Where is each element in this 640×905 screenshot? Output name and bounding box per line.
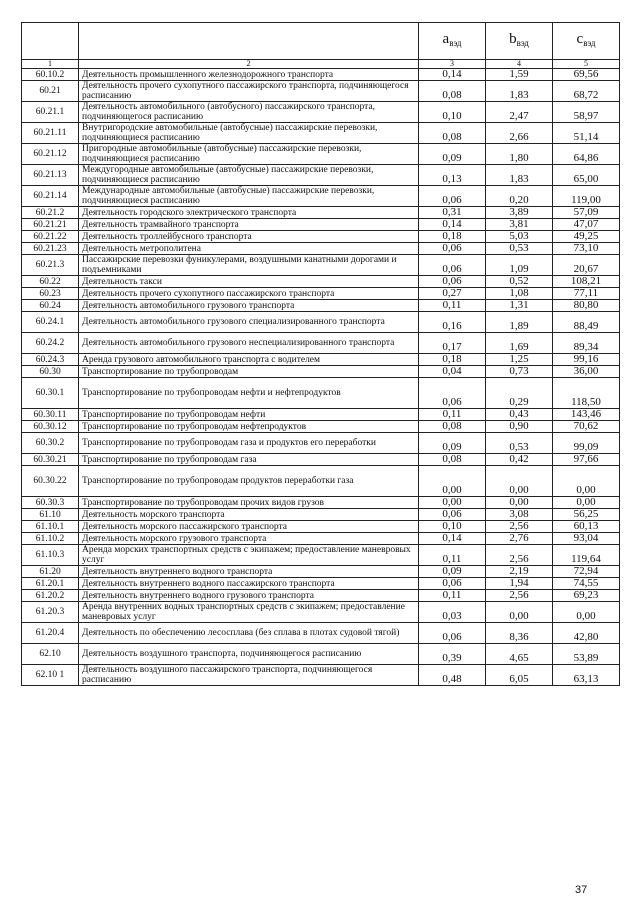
okved-code: 60.24.3	[22, 354, 79, 366]
value-b: 0,52	[486, 276, 553, 288]
okved-code: 60.10.2	[22, 69, 79, 81]
header-b: b	[509, 31, 517, 47]
value-a: 0,09	[419, 433, 486, 454]
okved-code: 60.21.22	[22, 231, 79, 243]
coefficients-table	[21, 22, 620, 686]
table-row	[22, 590, 620, 602]
value-a: 0,04	[419, 366, 486, 378]
value-b: 1,80	[486, 144, 553, 165]
okved-code: 60.30.21	[22, 454, 79, 466]
value-b: 1,31	[486, 300, 553, 312]
table-row	[22, 123, 620, 144]
value-a: 0,06	[419, 186, 486, 207]
value-c: 63,13	[553, 665, 620, 686]
okved-code: 60.30	[22, 366, 79, 378]
activity-description: Деятельность по обеспечению лесосплава (без сплава в плотах судовой тягой)	[79, 623, 419, 644]
value-a: 0,06	[419, 255, 486, 276]
activity-description: Деятельность прочего сухопутного пассажирского транспорта, подчиняющегося расписанию	[79, 81, 419, 102]
value-a: 0,14	[419, 219, 486, 231]
okved-code: 60.30.11	[22, 409, 79, 421]
value-c: 108,21	[553, 276, 620, 288]
okved-code: 60.21.2	[22, 207, 79, 219]
okved-code: 61.20.2	[22, 590, 79, 602]
activity-description: Деятельность автомобильного грузового неспециализированного транспорта	[79, 333, 419, 354]
okved-code: 60.21.13	[22, 165, 79, 186]
okved-code: 60.21.1	[22, 102, 79, 123]
value-a: 0,03	[419, 602, 486, 623]
activity-description: Деятельность автомобильного грузового специализированного транспорта	[79, 312, 419, 333]
table-row	[22, 69, 620, 81]
table-row	[22, 521, 620, 533]
value-c: 69,56	[553, 69, 620, 81]
activity-description: Аренда внутренних водных транспортных средств с экипажем; предоставление маневровых услуг	[79, 602, 419, 623]
value-b: 3,08	[486, 509, 553, 521]
value-b: 2,56	[486, 521, 553, 533]
value-c: 47,07	[553, 219, 620, 231]
value-a: 0,11	[419, 409, 486, 421]
activity-description: Транспортирование по трубопроводам газа	[79, 454, 419, 466]
activity-description: Транспортирование по трубопроводам нефти	[79, 409, 419, 421]
column-number: 2	[79, 60, 419, 69]
value-a: 0,16	[419, 312, 486, 333]
value-a: 0,06	[419, 578, 486, 590]
okved-code: 61.20.1	[22, 578, 79, 590]
okved-code: 60.24	[22, 300, 79, 312]
okved-code: 60.30.1	[22, 378, 79, 409]
activity-description: Деятельность морского транспорта	[79, 509, 419, 521]
activity-description: Транспортирование по трубопроводам продуктов переработки газа	[79, 466, 419, 497]
value-b: 0,43	[486, 409, 553, 421]
value-a: 0,00	[419, 466, 486, 497]
value-a: 0,09	[419, 566, 486, 578]
header-b-sub: вэд	[516, 38, 529, 48]
okved-code: 60.21	[22, 81, 79, 102]
value-b: 0,20	[486, 186, 553, 207]
okved-code: 60.21.3	[22, 255, 79, 276]
table-row	[22, 219, 620, 231]
activity-description: Деятельность такси	[79, 276, 419, 288]
value-b: 1,89	[486, 312, 553, 333]
value-c: 70,62	[553, 421, 620, 433]
activity-description: Транспортирование по трубопроводам нефтепродуктов	[79, 421, 419, 433]
table-row	[22, 165, 620, 186]
table-row	[22, 333, 620, 354]
table-row	[22, 409, 620, 421]
value-b: 0,90	[486, 421, 553, 433]
value-c: 64,86	[553, 144, 620, 165]
table-row	[22, 102, 620, 123]
value-c: 89,34	[553, 333, 620, 354]
value-c: 51,14	[553, 123, 620, 144]
value-a: 0,14	[419, 533, 486, 545]
value-c: 97,66	[553, 454, 620, 466]
value-c: 36,00	[553, 366, 620, 378]
activity-description: Транспортирование по трубопроводам прочих видов грузов	[79, 497, 419, 509]
value-b: 2,56	[486, 590, 553, 602]
okved-code: 60.22	[22, 276, 79, 288]
header-row	[22, 23, 620, 60]
value-c: 99,16	[553, 354, 620, 366]
header-code-cell	[22, 23, 79, 60]
header-b-cell	[486, 23, 553, 60]
value-b: 4,65	[486, 644, 553, 665]
value-a: 0,10	[419, 521, 486, 533]
value-c: 73,10	[553, 243, 620, 255]
value-b: 1,83	[486, 165, 553, 186]
value-c: 0,00	[553, 602, 620, 623]
activity-description: Деятельность морского грузового транспорта	[79, 533, 419, 545]
value-a: 0,18	[419, 231, 486, 243]
value-c: 56,25	[553, 509, 620, 521]
table-row	[22, 466, 620, 497]
table-row	[22, 545, 620, 566]
okved-code: 60.30.22	[22, 466, 79, 497]
value-a: 0,13	[419, 165, 486, 186]
header-c-sub: вэд	[583, 38, 596, 48]
activity-description: Транспортирование по трубопроводам газа и продуктов его переработки	[79, 433, 419, 454]
activity-description: Деятельность воздушного транспорта, подчиняющегося расписанию	[79, 644, 419, 665]
value-b: 1,94	[486, 578, 553, 590]
header-a-cell	[419, 23, 486, 60]
value-b: 3,89	[486, 207, 553, 219]
value-b: 5,03	[486, 231, 553, 243]
activity-description: Аренда грузового автомобильного транспорта с водителем	[79, 354, 419, 366]
value-c: 68,72	[553, 81, 620, 102]
table-row	[22, 255, 620, 276]
value-b: 0,53	[486, 433, 553, 454]
value-c: 77,11	[553, 288, 620, 300]
activity-description: Деятельность трамвайного транспорта	[79, 219, 419, 231]
value-b: 8,36	[486, 623, 553, 644]
activity-description: Деятельность автомобильного (автобусного) пассажирского транспорта, подчиняющегося расписанию	[79, 102, 419, 123]
header-c-cell	[553, 23, 620, 60]
value-a: 0,11	[419, 590, 486, 602]
value-a: 0,08	[419, 81, 486, 102]
value-a: 0,08	[419, 123, 486, 144]
value-b: 2,66	[486, 123, 553, 144]
value-a: 0,09	[419, 144, 486, 165]
value-a: 0,06	[419, 378, 486, 409]
activity-description: Деятельность морского пассажирского транспорта	[79, 521, 419, 533]
activity-description: Деятельность внутреннего водного транспорта	[79, 566, 419, 578]
table-row	[22, 644, 620, 665]
column-number-row	[22, 60, 620, 69]
activity-description: Транспортирование по трубопроводам	[79, 366, 419, 378]
table-row	[22, 421, 620, 433]
header-a-sub: вэд	[449, 38, 462, 48]
table-row	[22, 454, 620, 466]
table-row	[22, 602, 620, 623]
value-a: 0,11	[419, 545, 486, 566]
value-a: 0,08	[419, 454, 486, 466]
value-c: 119,00	[553, 186, 620, 207]
value-a: 0,48	[419, 665, 486, 686]
header-c: c	[576, 31, 584, 47]
value-b: 6,05	[486, 665, 553, 686]
value-b: 1,69	[486, 333, 553, 354]
okved-code: 60.24.1	[22, 312, 79, 333]
activity-description: Деятельность прочего сухопутного пассажирского транспорта	[79, 288, 419, 300]
value-a: 0,06	[419, 509, 486, 521]
value-a: 0,27	[419, 288, 486, 300]
okved-code: 61.10	[22, 509, 79, 521]
okved-code: 60.24.2	[22, 333, 79, 354]
column-number: 3	[419, 60, 486, 69]
header-desc-cell	[79, 23, 419, 60]
value-c: 20,67	[553, 255, 620, 276]
table-row	[22, 533, 620, 545]
value-b: 0,53	[486, 243, 553, 255]
value-c: 72,94	[553, 566, 620, 578]
okved-code: 61.20.3	[22, 602, 79, 623]
activity-description: Деятельность внутреннего водного грузового транспорта	[79, 590, 419, 602]
page-number: 37	[575, 884, 588, 896]
value-b: 2,56	[486, 545, 553, 566]
column-number: 1	[22, 60, 79, 69]
table-row	[22, 144, 620, 165]
value-a: 0,06	[419, 623, 486, 644]
value-a: 0,06	[419, 243, 486, 255]
okved-code: 60.21.11	[22, 123, 79, 144]
value-b: 0,00	[486, 466, 553, 497]
activity-description: Транспортирование по трубопроводам нефти и нефтепродуктов	[79, 378, 419, 409]
value-c: 88,49	[553, 312, 620, 333]
okved-code: 60.21.21	[22, 219, 79, 231]
table-row	[22, 288, 620, 300]
value-b: 2,47	[486, 102, 553, 123]
activity-description: Деятельность промышленного железнодорожного транспорта	[79, 69, 419, 81]
value-b: 1,09	[486, 255, 553, 276]
table-row	[22, 81, 620, 102]
value-c: 143,46	[553, 409, 620, 421]
value-b: 1,59	[486, 69, 553, 81]
activity-description: Междугородные автомобильные (автобусные) пассажирские перевозки, подчиняющиеся расписанию	[79, 165, 419, 186]
activity-description: Деятельность автомобильного грузового транспорта	[79, 300, 419, 312]
table-row	[22, 665, 620, 686]
value-a: 0,06	[419, 276, 486, 288]
value-c: 74,55	[553, 578, 620, 590]
table-row	[22, 623, 620, 644]
value-b: 1,25	[486, 354, 553, 366]
table-row	[22, 207, 620, 219]
value-b: 3,81	[486, 219, 553, 231]
okved-code: 60.30.3	[22, 497, 79, 509]
activity-description: Пассажирские перевозки фуникулерами, воздушными канатными дорогами и подъемниками	[79, 255, 419, 276]
column-number: 5	[553, 60, 620, 69]
activity-description: Деятельность городского электрического транспорта	[79, 207, 419, 219]
value-b: 1,83	[486, 81, 553, 102]
value-c: 69,23	[553, 590, 620, 602]
table-row	[22, 300, 620, 312]
okved-code: 60.30.12	[22, 421, 79, 433]
value-c: 57,09	[553, 207, 620, 219]
value-c: 60,13	[553, 521, 620, 533]
value-a: 0,39	[419, 644, 486, 665]
value-c: 42,80	[553, 623, 620, 644]
value-b: 0,73	[486, 366, 553, 378]
activity-description: Деятельность внутреннего водного пассажирского транспорта	[79, 578, 419, 590]
activity-description: Деятельность троллейбусного транспорта	[79, 231, 419, 243]
header-a: a	[442, 31, 450, 47]
value-c: 99,09	[553, 433, 620, 454]
value-a: 0,00	[419, 497, 486, 509]
value-b: 2,76	[486, 533, 553, 545]
okved-code: 60.30.2	[22, 433, 79, 454]
activity-description: Аренда морских транспортных средств с экипажем; предоставление маневровых услуг	[79, 545, 419, 566]
okved-code: 60.21.12	[22, 144, 79, 165]
table-row	[22, 366, 620, 378]
table-row	[22, 497, 620, 509]
value-c: 49,25	[553, 231, 620, 243]
table-row	[22, 378, 620, 409]
value-c: 93,04	[553, 533, 620, 545]
table-row	[22, 578, 620, 590]
table-row	[22, 312, 620, 333]
table-row	[22, 354, 620, 366]
value-c: 0,00	[553, 497, 620, 509]
value-a: 0,08	[419, 421, 486, 433]
value-c: 0,00	[553, 466, 620, 497]
value-c: 80,80	[553, 300, 620, 312]
table-row	[22, 433, 620, 454]
activity-description: Деятельность воздушного пассажирского транспорта, подчиняющегося расписанию	[79, 665, 419, 686]
value-a: 0,11	[419, 300, 486, 312]
okved-code: 60.23	[22, 288, 79, 300]
value-c: 53,89	[553, 644, 620, 665]
okved-code: 62.10 1	[22, 665, 79, 686]
okved-code: 60.21.23	[22, 243, 79, 255]
value-b: 0,29	[486, 378, 553, 409]
activity-description: Внутригородские автомобильные (автобусные) пассажирские перевозки, подчиняющиеся расписанию	[79, 123, 419, 144]
value-a: 0,17	[419, 333, 486, 354]
column-number: 4	[486, 60, 553, 69]
table-row	[22, 566, 620, 578]
value-c: 118,50	[553, 378, 620, 409]
value-c: 119,64	[553, 545, 620, 566]
table-row	[22, 186, 620, 207]
value-a: 0,10	[419, 102, 486, 123]
value-c: 65,00	[553, 165, 620, 186]
okved-code: 61.20.4	[22, 623, 79, 644]
value-b: 0,42	[486, 454, 553, 466]
okved-code: 62.10	[22, 644, 79, 665]
value-b: 1,08	[486, 288, 553, 300]
value-b: 0,00	[486, 497, 553, 509]
activity-description: Деятельность метрополитена	[79, 243, 419, 255]
table-row	[22, 276, 620, 288]
okved-code: 61.20	[22, 566, 79, 578]
value-c: 58,97	[553, 102, 620, 123]
value-a: 0,14	[419, 69, 486, 81]
table-row	[22, 231, 620, 243]
activity-description: Международные автомобильные (автобусные) пассажирские перевозки, подчиняющиеся расписанию	[79, 186, 419, 207]
value-b: 2,19	[486, 566, 553, 578]
value-b: 0,00	[486, 602, 553, 623]
activity-description: Пригородные автомобильные (автобусные) пассажирские перевозки, подчиняющиеся расписанию	[79, 144, 419, 165]
value-a: 0,31	[419, 207, 486, 219]
okved-code: 61.10.2	[22, 533, 79, 545]
okved-code: 61.10.3	[22, 545, 79, 566]
okved-code: 61.10.1	[22, 521, 79, 533]
okved-code: 60.21.14	[22, 186, 79, 207]
table-row	[22, 509, 620, 521]
value-a: 0,18	[419, 354, 486, 366]
table-row	[22, 243, 620, 255]
